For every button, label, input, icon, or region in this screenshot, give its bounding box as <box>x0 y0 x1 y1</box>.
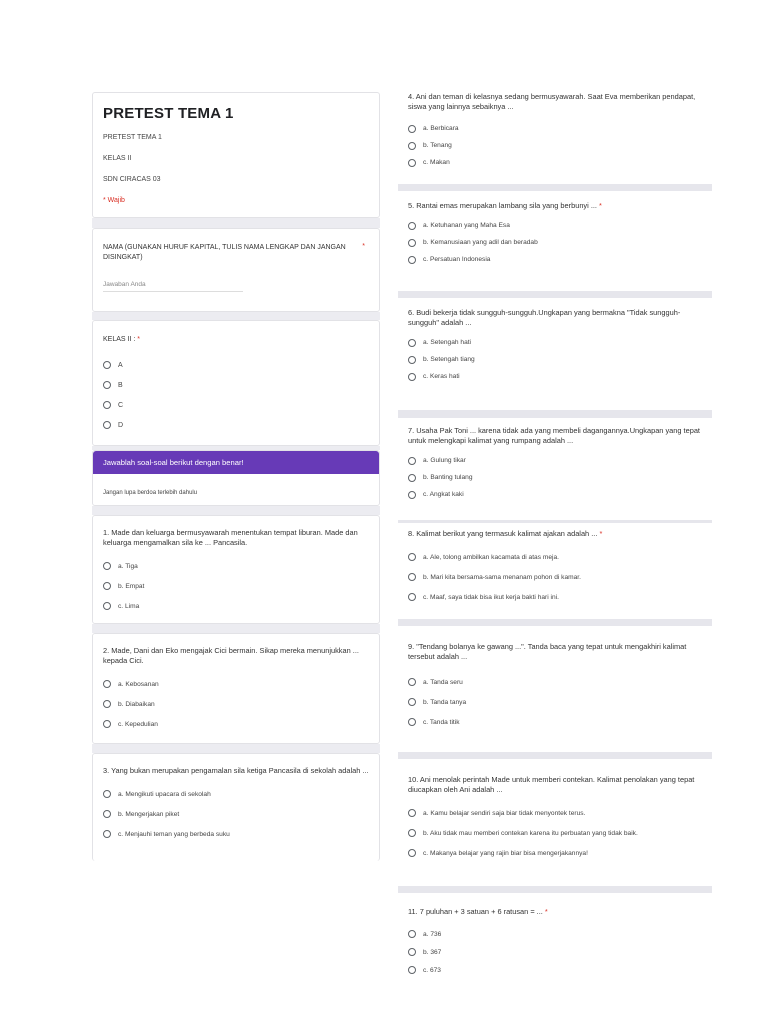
required-star: * <box>362 243 365 250</box>
radio-icon[interactable] <box>103 401 111 409</box>
answer-option[interactable]: c. Tanda titik <box>408 712 706 732</box>
answer-option[interactable]: a. Gulung tikar <box>408 452 706 469</box>
class-question-label: KELAS II : * <box>103 336 140 343</box>
answer-option[interactable]: b. Kemanusiaan yang adil dan beradab <box>408 234 706 251</box>
radio-icon[interactable] <box>103 421 111 429</box>
question-text: 1. Made dan keluarga bermusyawarah menentukan tempat liburan. Made dan keluarga mengamalkan sila ke ... Pancasila. <box>103 528 358 547</box>
answer-option[interactable]: c. 673 <box>408 961 706 979</box>
answer-option[interactable]: c. Persatuan Indonesia <box>408 251 706 268</box>
radio-icon[interactable] <box>408 256 416 264</box>
name-input[interactable]: Jawaban Anda <box>103 281 243 292</box>
question-card-3 <box>92 753 380 861</box>
question-text: 6. Budi bekerja tidak sungguh-sungguh.Ungkapan yang bermakna "Tidak sungguh-sungguh" adalah ... <box>408 308 681 327</box>
question-card-10 <box>398 759 712 886</box>
question-text: 8. Kalimat berikut yang termasuk kalimat ajakan adalah ... * <box>408 529 603 538</box>
question-card-9 <box>398 626 712 752</box>
radio-icon[interactable] <box>408 239 416 247</box>
question-card-7 <box>398 418 712 520</box>
question-text: 11. 7 puluhan + 3 satuan + 6 ratusan = ... * <box>408 907 548 916</box>
class-option-a[interactable]: A <box>103 355 371 375</box>
section-description: Jangan lupa berdoa terlebih dahulu <box>103 490 198 496</box>
radio-icon[interactable] <box>408 491 416 499</box>
answer-option[interactable]: a. Kebosanan <box>103 674 371 694</box>
answer-option[interactable]: a. Tiga <box>103 556 371 576</box>
answer-option[interactable]: b. 367 <box>408 943 706 961</box>
question-card-8 <box>398 523 712 619</box>
radio-icon[interactable] <box>408 930 416 938</box>
radio-icon[interactable] <box>103 700 111 708</box>
radio-icon[interactable] <box>103 562 111 570</box>
radio-icon[interactable] <box>103 810 111 818</box>
section-title: Jawablah soal-soal berikut dengan benar! <box>93 451 379 474</box>
answer-option[interactable]: b. Diabaikan <box>103 694 371 714</box>
question-text: 5. Rantai emas merupakan lambang sila yang berbunyi ... * <box>408 201 602 210</box>
question-card-2 <box>92 633 380 744</box>
radio-icon[interactable] <box>408 698 416 706</box>
radio-icon[interactable] <box>103 602 111 610</box>
answer-option[interactable]: a. Ale, tolong ambilkan kacamata di atas meja. <box>408 547 706 567</box>
radio-icon[interactable] <box>408 474 416 482</box>
radio-icon[interactable] <box>408 718 416 726</box>
radio-icon[interactable] <box>408 948 416 956</box>
radio-icon[interactable] <box>408 849 416 857</box>
question-text: 3. Yang bukan merupakan pengamalan sila ketiga Pancasila di sekolah adalah ... <box>103 766 369 775</box>
answer-option[interactable]: b. Mengerjakan piket <box>103 804 371 824</box>
class-question-card <box>92 320 380 446</box>
answer-option[interactable]: a. Mengikuti upacara di sekolah <box>103 784 371 804</box>
right-column <box>398 88 712 1001</box>
form-header-card <box>92 92 380 218</box>
answer-option[interactable]: c. Keras hati <box>408 368 706 385</box>
answer-option[interactable]: c. Makanya belajar yang rajin biar bisa mengerjakannya! <box>408 843 706 863</box>
question-card-4 <box>398 88 712 184</box>
left-column <box>92 92 380 861</box>
question-card-1 <box>92 515 380 624</box>
class-option-c[interactable]: C <box>103 395 371 415</box>
question-card-11 <box>398 893 712 1001</box>
class-option-b[interactable]: B <box>103 375 371 395</box>
section-card <box>92 450 380 506</box>
radio-icon[interactable] <box>408 553 416 561</box>
form-school: SDN CIRACAS 03 <box>103 176 161 183</box>
answer-option[interactable]: a. Kamu belajar sendiri saja biar tidak menyontek terus. <box>408 803 706 823</box>
answer-option[interactable]: c. Makan <box>408 154 706 171</box>
required-note: * Wajib <box>103 197 125 204</box>
answer-option[interactable]: b. Empat <box>103 576 371 596</box>
radio-icon[interactable] <box>103 720 111 728</box>
answer-option[interactable]: b. Tanda tanya <box>408 692 706 712</box>
form-title: PRETEST TEMA 1 <box>103 105 234 122</box>
radio-icon[interactable] <box>103 680 111 688</box>
answer-option[interactable]: b. Tenang <box>408 137 706 154</box>
answer-option[interactable]: b. Setengah tiang <box>408 351 706 368</box>
form-subtitle: PRETEST TEMA 1 <box>103 134 162 141</box>
answer-option[interactable]: c. Menjauhi teman yang berbeda suku <box>103 824 371 844</box>
name-question-label: NAMA (GUNAKAN HURUF KAPITAL, TULIS NAMA LENGKAP DAN JANGAN DISINGKAT) <box>103 244 346 261</box>
question-card-5 <box>398 191 712 291</box>
radio-icon[interactable] <box>408 339 416 347</box>
answer-option[interactable]: a. Ketuhanan yang Maha Esa <box>408 217 706 234</box>
radio-icon[interactable] <box>408 573 416 581</box>
radio-icon[interactable] <box>408 373 416 381</box>
question-card-6 <box>398 298 712 410</box>
radio-icon[interactable] <box>408 159 416 167</box>
radio-icon[interactable] <box>408 966 416 974</box>
radio-icon[interactable] <box>103 582 111 590</box>
radio-icon[interactable] <box>408 125 416 133</box>
answer-option[interactable]: c. Angkat kaki <box>408 486 706 503</box>
class-option-d[interactable]: D <box>103 415 371 435</box>
answer-option[interactable]: b. Mari kita bersama-sama menanam pohon di kamar. <box>408 567 706 587</box>
radio-icon[interactable] <box>408 829 416 837</box>
radio-icon[interactable] <box>103 381 111 389</box>
radio-icon[interactable] <box>408 678 416 686</box>
answer-option[interactable]: c. Kepedulian <box>103 714 371 734</box>
radio-icon[interactable] <box>103 361 111 369</box>
radio-icon[interactable] <box>408 356 416 364</box>
radio-icon[interactable] <box>408 222 416 230</box>
radio-icon[interactable] <box>408 593 416 601</box>
answer-option[interactable]: c. Maaf, saya tidak bisa ikut kerja bakti hari ini. <box>408 587 706 607</box>
radio-icon[interactable] <box>408 457 416 465</box>
answer-option[interactable]: a. 736 <box>408 925 706 943</box>
question-text: 9. "Tendang bolanya ke gawang ...". Tanda baca yang tepat untuk mengakhiri kalimat tersebut adalah ... <box>408 642 687 661</box>
answer-option[interactable]: a. Tanda seru <box>408 672 706 692</box>
radio-icon[interactable] <box>103 790 111 798</box>
name-question-card <box>92 228 380 312</box>
question-text: 2. Made, Dani dan Eko mengajak Cici bermain. Sikap mereka menunjukkan ... kepada Cici. <box>103 646 359 665</box>
question-text: 7. Usaha Pak Toni ... karena tidak ada yang membeli dagangannya.Ungkapan yang tepat untuk melengkapi kalimat yang rumpang adalah ... <box>408 426 700 445</box>
question-text: 10. Ani menolak perintah Made untuk memberi contekan. Kalimat penolakan yang tepat diucapkan oleh Ani adalah ... <box>408 775 695 794</box>
radio-icon[interactable] <box>408 809 416 817</box>
answer-option[interactable]: a. Setengah hati <box>408 334 706 351</box>
radio-icon[interactable] <box>103 830 111 838</box>
answer-option[interactable]: c. Lima <box>103 596 371 616</box>
question-text: 4. Ani dan teman di kelasnya sedang bermusyawarah. Saat Eva memberikan pendapat, siswa yang lainnya sebaiknya ... <box>408 92 696 111</box>
radio-icon[interactable] <box>408 142 416 150</box>
answer-option[interactable]: a. Berbicara <box>408 120 706 137</box>
form-class-line: KELAS II <box>103 155 132 162</box>
answer-option[interactable]: b. Aku tidak mau memberi contekan karena itu perbuatan yang tidak baik. <box>408 823 706 843</box>
answer-option[interactable]: b. Banting tulang <box>408 469 706 486</box>
